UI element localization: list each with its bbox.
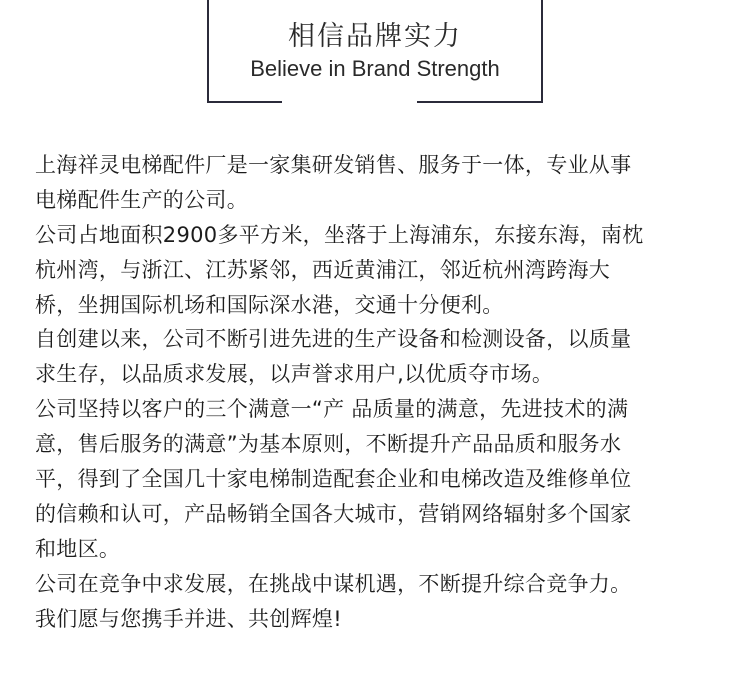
- intro-line: 我们愿与您携手并进、共创辉煌!: [35, 606, 342, 631]
- intro-line: 公司坚持以客户的三个满意一“产 品质量的满意，先进技术的满: [35, 397, 629, 422]
- intro-line: 公司占地面积2900多平方米，坐落于上海浦东，东接东海，南枕: [35, 222, 644, 247]
- intro-line: 桥，坐拥国际机场和国际深水港，交通十分便利。: [35, 292, 504, 317]
- intro-line: 求生存，以品质求发展，以声誉求用户,以优质夺市场。: [35, 362, 554, 387]
- company-introduction: [35, 148, 725, 636]
- page-subtitle: Believe in Brand Strength: [250, 56, 500, 81]
- intro-line: 杭州湾，与浙江、江苏紧邻，西近黄浦江，邻近杭州湾跨海大: [35, 257, 611, 282]
- intro-line: 和地区。: [35, 536, 121, 561]
- intro-line: 公司在竞争中求发展，在挑战中谋机遇，不断提升综合竞争力。: [35, 571, 632, 596]
- intro-line: 电梯配件生产的公司。: [35, 187, 248, 212]
- page-title: 相信品牌实力: [288, 21, 462, 52]
- intro-line: 的信赖和认可，产品畅销全国各大城市，营销网络辐射多个国家: [35, 501, 632, 526]
- title-frame-bottom-right-segment: [417, 101, 543, 103]
- intro-line: 平，得到了全国几十家电梯制造配套企业和电梯改造及维修单位: [35, 467, 632, 492]
- title-frame-bottom-left-segment: [207, 101, 282, 103]
- intro-line: 上海祥灵电梯配件厂是一家集研发销售、服务于一体，专业从事: [35, 153, 632, 177]
- intro-line: 意，售后服务的满意”为基本原则，不断提升产品品质和服务水: [35, 432, 622, 457]
- intro-line: 自创建以来，公司不断引进先进的生产设备和检测设备，以质量: [35, 327, 632, 352]
